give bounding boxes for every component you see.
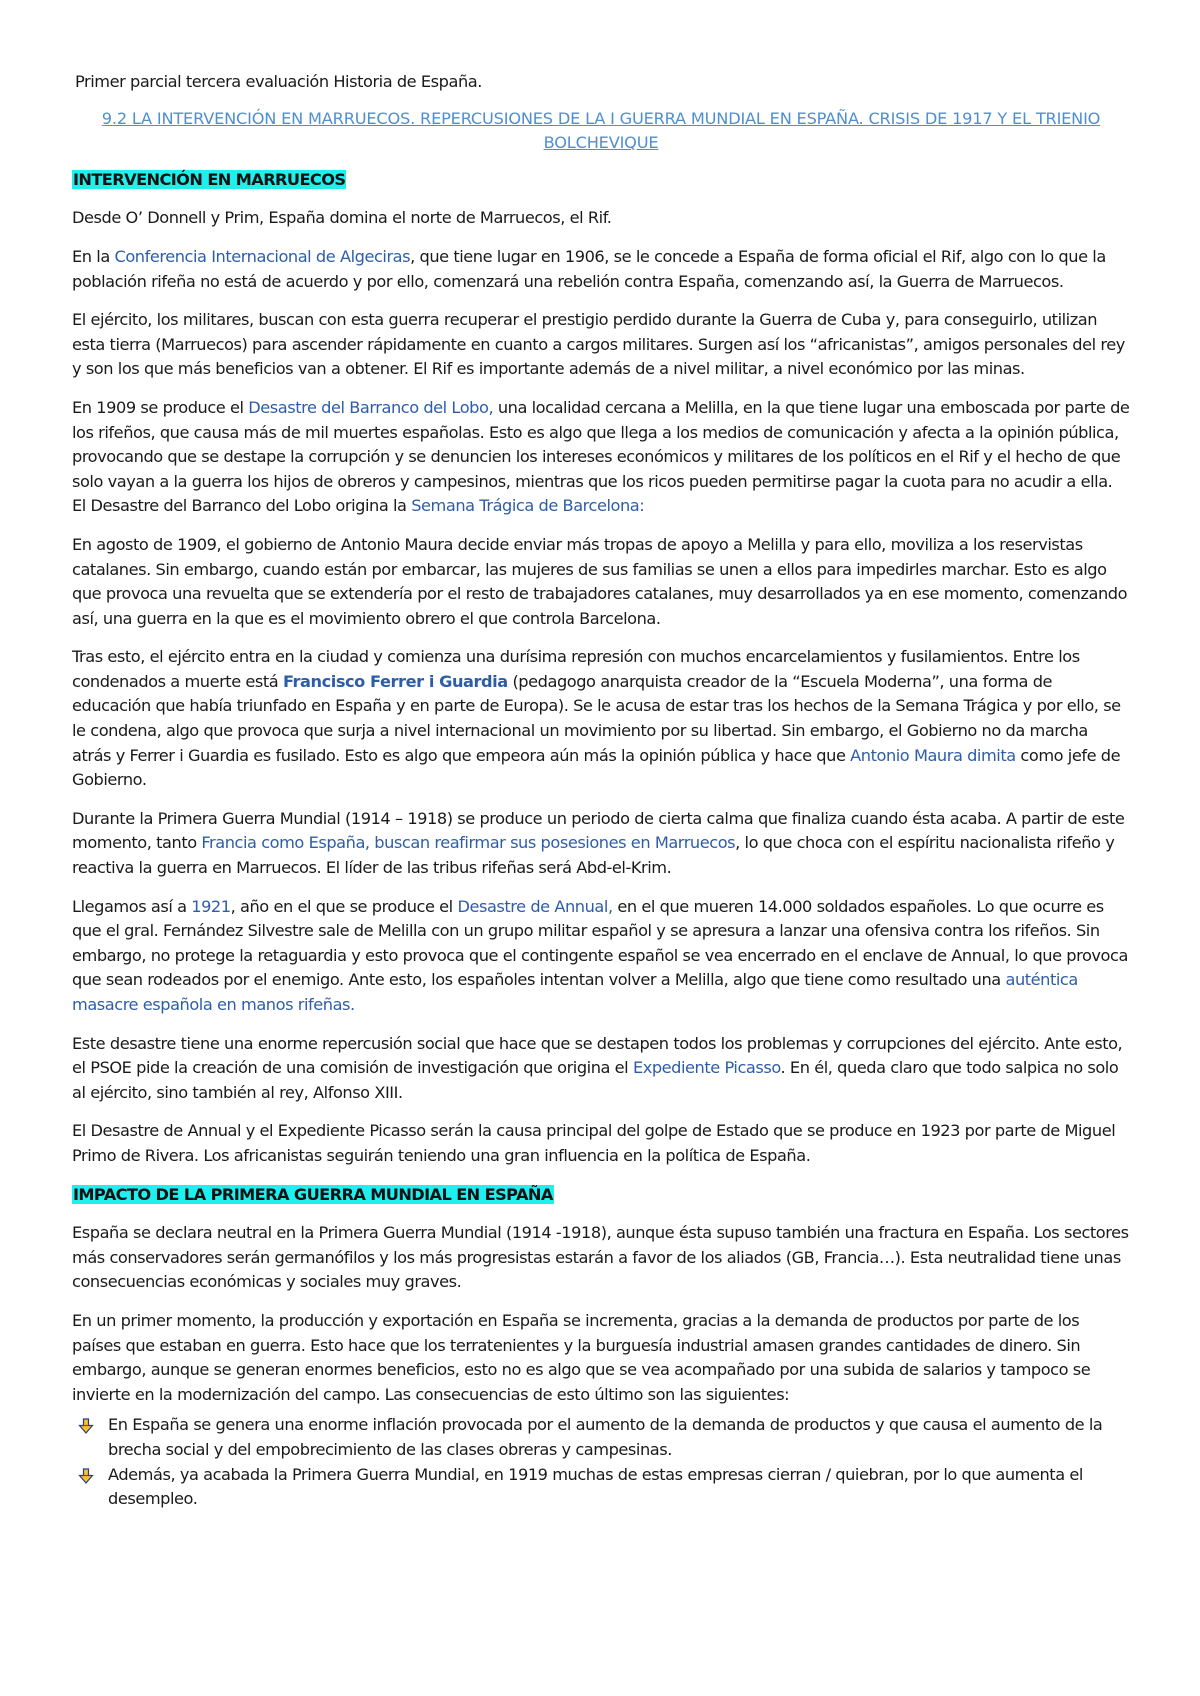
- paragraph: En la Conferencia Internacional de Algeciras, que tiene lugar en 1906, se le concede a España de forma oficial el Rif, algo con lo que la población rifeña no está de acuerdo y por ello, comenzará una rebelión contra España, comenzando así, la Guerra de Marruecos.: [72, 246, 1106, 291]
- list-item: En España se genera una enorme inflación provocada por el aumento de la demanda de productos y que causa el aumento de la brecha social y del empobrecimiento de las clases obreras y campesinas.: [72, 1413, 1130, 1462]
- paragraph: En un primer momento, la producción y exportación en España se incrementa, gracias a la demanda de productos por parte de los países que estaban en guerra. Esto hace que los terratenientes y la burguesía industrial amasen grandes cantidades de dinero. Sin embargo, aunque se generan enormes beneficios, esto no es algo que se vea acompañado por una subida de salarios y tampoco se invierte en la modernización del campo. Las consecuencias de esto último son las siguientes:: [72, 1310, 1091, 1404]
- document-header: Primer parcial tercera evaluación Historia de España.: [75, 72, 482, 91]
- paragraph: Durante la Primera Guerra Mundial (1914 – 1918) se produce un periodo de cierta calma que finaliza cuando ésta acaba. A partir de este momento, tanto Francia como España, buscan reafirmar sus posesiones en Marruecos, lo que choca con el espíritu nacionalista rifeño y reactiva la guerra en Marruecos. El líder de las tribus rifeñas será Abd-el-Krim.: [72, 808, 1125, 878]
- document-title[interactable]: 9.2 LA INTERVENCIÓN EN MARRUECOS. REPERCUSIONES DE LA I GUERRA MUNDIAL EN ESPAÑA. CRISIS DE 1917 Y EL TRIENIO BOLCHEVIQUE: [101, 108, 1101, 153]
- paragraph: En agosto de 1909, el gobierno de Antonio Maura decide enviar más tropas de apoyo a Melilla y para ello, moviliza a los reservistas catalanes. Sin embargo, cuando están por embarcar, las mujeres de sus familias se unen a ellos para impedirles marchar. Esto es algo que provoca una revuelta que se extendería por el resto de trabajadores catalanes, muy desarrollados ya en ese momento, comenzando así, una guerra en la que es el movimiento obrero el que controla Barcelona.: [72, 534, 1128, 628]
- paragraph: El ejército, los militares, buscan con esta guerra recuperar el prestigio perdido durante la Guerra de Cuba y, para conseguirlo, utilizan esta tierra (Marruecos) para ascender rápidamente en cuanto a cargos militares. Surgen así los “africanistas”, amigos personales del rey y son los que más beneficios van a obtener. El Rif es importante además de a nivel militar, a nivel económico por las minas.: [72, 310, 1125, 379]
- arrow-down-icon: [78, 1468, 94, 1484]
- highlighted-term: Desastre de Annual,: [457, 896, 613, 916]
- highlighted-term: Expediente Picasso: [632, 1058, 781, 1078]
- paragraph: En 1909 se produce el Desastre del Barranco del Lobo, una localidad cercana a Melilla, en la que tiene lugar una emboscada por parte de los rifeños, que causa más de mil muertes españolas. Esto es algo que llega a los medios de comunicación y afecta a la opinión pública, provocando que se destape la corrupción y se denuncien los intereses económicos y militares de los políticos en el Rif y el hecho de que solo vayan a la guerra los hijos de obreros y campesinos, mientras que los ricos pueden permitirse pagar la cuota para no acudir a ella. El Desastre del Barranco del Lobo origina la Semana Trágica de Barcelona:: [72, 397, 1130, 516]
- section-heading-primera-guerra: [72, 1183, 1130, 1208]
- highlighted-term: auténtica masacre española en manos rifeñas.: [72, 970, 1078, 1014]
- section-heading-text: INTERVENCIÓN EN MARRUECOS: [73, 169, 346, 189]
- highlighted-term: Francia como España, buscan reafirmar sus posesiones en Marruecos: [201, 833, 736, 853]
- highlighted-term: Semana Trágica de Barcelona:: [411, 496, 645, 516]
- paragraph: Llegamos así a 1921, año en el que se produce el Desastre de Annual, en el que mueren 14.000 soldados españoles. Lo que ocurre es que el gral. Fernández Silvestre sale de Melilla con un grupo militar español y se apresura a lanzar una ofensiva contra los rifeños. Sin embargo, no protege la retaguardia y esto provoca que el contingente español se vea encerrado en el enclave de Annual, lo que provoca que sean rodeados por el enemigo. Ante esto, los españoles intentan volver a Melilla, algo que tiene como resultado una auténtica masacre española en manos rifeñas.: [72, 896, 1128, 1014]
- paragraph: Este desastre tiene una enorme repercusión social que hace que se destapen todos los problemas y corrupciones del ejército. Ante esto, el PSOE pide la creación de una comisión de investigación que origina el Expediente Picasso. En él, queda claro que todo salpica no solo al ejército, sino también al rey, Alfonso XIII.: [72, 1033, 1123, 1102]
- highlighted-term: Conferencia Internacional de Algeciras: [114, 246, 411, 266]
- section-heading-text: IMPACTO DE LA PRIMERA GUERRA MUNDIAL EN ESPAÑA: [73, 1184, 553, 1204]
- highlighted-term: 1921: [191, 896, 231, 916]
- list-item: Además, ya acabada la Primera Guerra Mundial, en 1919 muchas de estas empresas cierran / quiebran, por lo que aumenta el desempleo.: [72, 1463, 1130, 1512]
- document-page: [72, 70, 1130, 1512]
- paragraph: España se declara neutral en la Primera Guerra Mundial (1914 -1918), aunque ésta supuso también una fractura en España. Los sectores más conservadores serán germanófilos y los más progresistas estarán a favor de los aliados (GB, Francia…). Esta neutralidad tiene unas consecuencias económicas y sociales muy graves.: [72, 1223, 1129, 1292]
- consequences-list: [72, 1413, 1130, 1511]
- highlighted-term: Antonio Maura dimita: [850, 745, 1016, 765]
- paragraph: Tras esto, el ejército entra en la ciudad y comienza una durísima represión con muchos encarcelamientos y fusilamientos. Entre los condenados a muerte está Francisco Ferrer i Guardia (pedagogo anarquista creador de la “Escuela Moderna”, una forma de educación que había triunfado en España y en parte de Europa). Se le acusa de estar tras los hechos de la Semana Trágica y por ello, se le condena, algo que provoca que surja a nivel internacional un movimiento por su libertad. Sin embargo, el Gobierno no da marcha atrás y Ferrer i Guardia es fusilado. Esto es algo que empeora aún más la opinión pública y hace que Antonio Maura dimita como jefe de Gobierno.: [72, 647, 1121, 790]
- arrow-down-icon: [78, 1418, 94, 1434]
- highlighted-term: Desastre del Barranco del Lobo,: [248, 397, 494, 417]
- section-heading-marruecos: [72, 168, 1130, 193]
- paragraph: Desde O’ Donnell y Prim, España domina el norte de Marruecos, el Rif.: [72, 208, 612, 228]
- highlighted-term-bold: Francisco Ferrer i Guardia: [282, 671, 508, 691]
- paragraph: El Desastre de Annual y el Expediente Picasso serán la causa principal del golpe de Estado que se produce en 1923 por parte de Miguel Primo de Rivera. Los africanistas seguirán teniendo una gran influencia en la política de España.: [72, 1121, 1116, 1165]
